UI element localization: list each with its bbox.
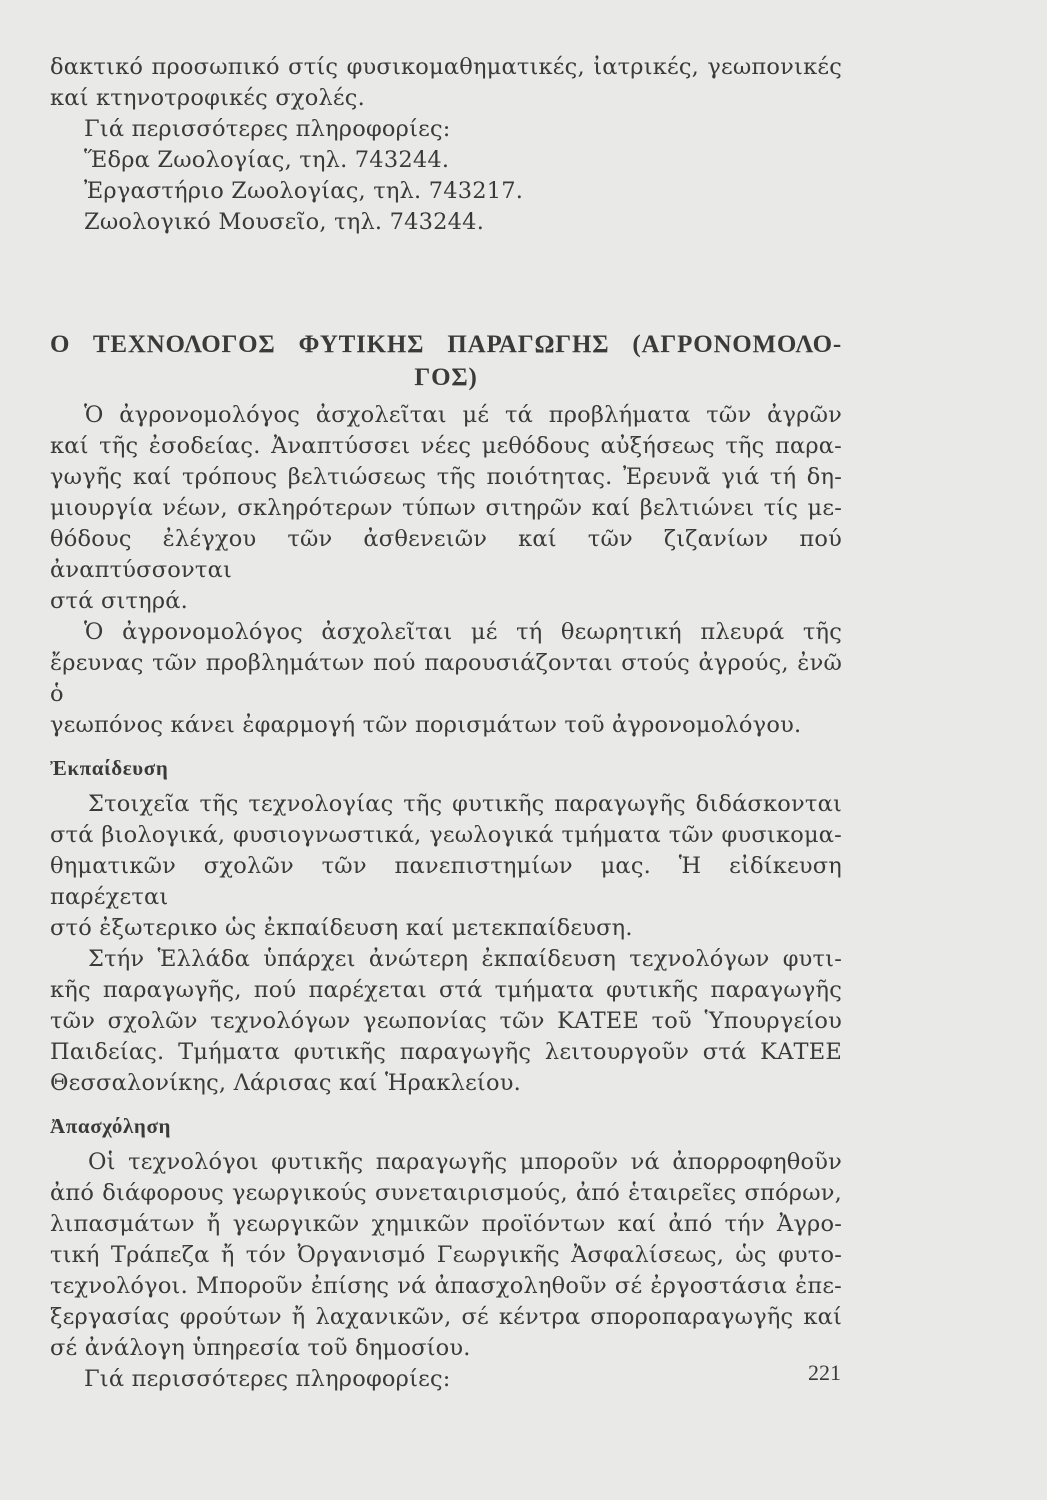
paragraph-line: ἀπό διάφορους γεωργικούς συνεταιρισμούς, ἀπό ἑταιρεῖες σπόρων,: [50, 1180, 842, 1206]
paragraph-line: τῶν σχολῶν τεχνολόγων γεωπονίας τῶν ΚΑΤΕΕ τοῦ Ὑπουργείου: [50, 1008, 842, 1034]
intro-line: καί κτηνοτροφικές σχολές.: [50, 85, 365, 111]
page-number: 221: [808, 1360, 841, 1385]
paragraph-line: θόδους ἐλέγχου τῶν ἀσθενειῶν καί τῶν ζιζανίων πού ἀναπτύσσονται: [50, 526, 842, 583]
paragraph-line: Ὁ ἀγρονομολόγος ἀσχολεῖται μέ τή θεωρητική πλευρά τῆς: [84, 619, 842, 645]
paragraph-line: Στοιχεῖα τῆς τεχνολογίας τῆς φυτικῆς παραγωγῆς διδάσκονται: [88, 791, 842, 817]
info-label: Γιά περισσότερες πληροφορίες:: [84, 1366, 451, 1392]
paragraph-line: ἔρευνας τῶν προβλημάτων πού παρουσιάζονται στούς ἀγρούς, ἐνῶ ὁ: [50, 650, 842, 707]
education-heading: Ἐκπαίδευση: [50, 756, 169, 780]
contact-line: Ἐργαστήριο Ζωολογίας, τηλ. 743217.: [84, 178, 524, 204]
paragraph-line: μιουργία νέων, σκληρότερων τύπων σιτηρῶν καί βελτιώνει τίς με-: [50, 495, 842, 521]
intro-line: δακτικό προσωπικό στίς φυσικομαθηματικές, ἰατρικές, γεωπονικές: [50, 54, 842, 80]
paragraph-line: Παιδείας. Τμήματα φυτικῆς παραγωγῆς λειτουργοῦν στά ΚΑΤΕΕ: [50, 1039, 842, 1065]
paragraph-line: Οἱ τεχνολόγοι φυτικῆς παραγωγῆς μποροῦν νά ἀπορροφηθοῦν: [88, 1149, 842, 1175]
paragraph-line: στό ἐξωτερικο ὡς ἐκπαίδευση καί μετεκπαίδευση.: [50, 915, 633, 941]
page-content: [50, 52, 842, 1395]
section-title: Ο ΤΕΧΝΟΛΟΓΟΣ ΦΥΤΙΚΗΣ ΠΑΡΑΓΩΓΗΣ (ΑΓΡΟΝΟΜΟΛΟ-: [50, 331, 842, 358]
paragraph-line: θηματικῶν σχολῶν τῶν πανεπιστημίων μας. Ἡ εἰδίκευση παρέχεται: [50, 853, 842, 910]
paragraph-line: γωγῆς καί τρόπους βελτιώσεως τῆς ποιότητας. Ἐρευνᾶ γιά τή δη-: [50, 464, 842, 490]
paragraph-line: τική Τράπεζα ἤ τόν Ὀργανισμό Γεωργικῆς Ἀσφαλίσεως, ὡς φυτο-: [50, 1242, 842, 1268]
paragraph-line: στά σιτηρά.: [50, 588, 189, 614]
paragraph-line: Ὁ ἀγρονομολόγος ἀσχολεῖται μέ τά προβλήματα τῶν ἀγρῶν: [84, 402, 842, 428]
paragraph-line: Θεσσαλονίκης, Λάρισας καί Ἡρακλείου.: [50, 1070, 521, 1096]
employment-heading: Ἀπασχόληση: [50, 1114, 171, 1138]
paragraph-line: γεωπόνος κάνει ἐφαρμογή τῶν πορισμάτων τοῦ ἀγρονομολόγου.: [50, 712, 802, 738]
paragraph-line: λιπασμάτων ἤ γεωργικῶν χημικῶν προϊόντων καί ἀπό τήν Ἀγρο-: [50, 1211, 842, 1237]
section-title-continued: ΓΟΣ): [414, 364, 478, 391]
contact-line: Ἕδρα Ζωολογίας, τηλ. 743244.: [84, 147, 450, 173]
info-label: Γιά περισσότερες πληροφορίες:: [84, 116, 451, 142]
paragraph-line: κῆς παραγωγῆς, πού παρέχεται στά τμήματα φυτικῆς παραγωγῆς: [50, 977, 842, 1003]
paragraph-line: Στήν Ἑλλάδα ὑπάρχει ἀνώτερη ἐκπαίδευση τεχνολόγων φυτι-: [88, 946, 842, 972]
paragraph-line: στά βιολογικά, φυσιογνωστικά, γεωλογικά τμήματα τῶν φυσικομα-: [50, 822, 842, 848]
paragraph-line: καί τῆς ἐσοδείας. Ἀναπτύσσει νέες μεθόδους αὐξήσεως τῆς παρα-: [50, 433, 842, 459]
paragraph-line: τεχνολόγοι. Μποροῦν ἐπίσης νά ἀπασχοληθοῦν σέ ἐργοστάσια ἐπε-: [50, 1273, 842, 1299]
paragraph-line: ξεργασίας φρούτων ἤ λαχανικῶν, σέ κέντρα σποροπαραγωγῆς καί: [50, 1304, 842, 1330]
paragraph-line: σέ ἀνάλογη ὑπηρεσία τοῦ δημοσίου.: [50, 1335, 471, 1361]
contact-line: Ζωολογικό Μουσεῖο, τηλ. 743244.: [84, 209, 485, 235]
